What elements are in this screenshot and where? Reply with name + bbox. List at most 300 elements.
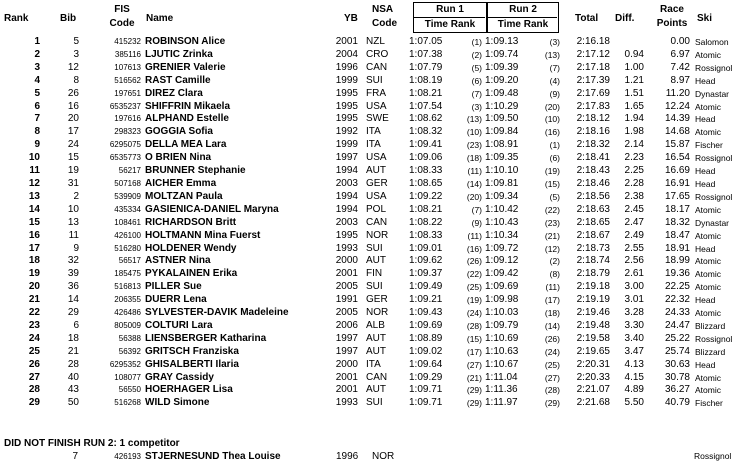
run1-time-cell: 1:08.21 [409, 87, 443, 99]
table-row [0, 333, 739, 346]
rank-cell: 16 [28, 229, 40, 241]
rank-cell: 20 [28, 281, 40, 293]
diff-cell: 3.30 [624, 319, 644, 331]
athlete-name-cell: AICHER Emma [145, 177, 217, 189]
run1-time-cell: 1:09.43 [409, 307, 443, 319]
rank-cell: 28 [28, 384, 40, 396]
run2-rank-cell: (21) [544, 230, 560, 241]
run1-rank-cell: (5) [471, 62, 482, 73]
total-time-cell: 2:18.79 [576, 268, 610, 280]
bib-cell: 15 [67, 152, 79, 164]
birth-year-cell: 1991 [335, 294, 358, 306]
diff-cell: 2.23 [624, 152, 644, 164]
run2-rank-cell: (9) [549, 88, 560, 99]
nation-cell: USA [366, 190, 387, 202]
nation-cell: SWE [366, 113, 389, 125]
run1-rank-cell: (16) [466, 243, 482, 254]
nation-cell: CAN [366, 61, 388, 73]
run2-time-cell: 1:10.43 [485, 216, 519, 228]
run1-rank-cell: (13) [466, 114, 482, 125]
run2-rank-cell: (29) [544, 398, 560, 409]
athlete-name-cell: GRENIER Valerie [145, 61, 226, 73]
run2-time-cell: 1:10.67 [485, 358, 519, 370]
run1-time-cell: 1:09.71 [409, 384, 443, 396]
fis-code-cell: 426100 [114, 230, 141, 240]
nation-cell: FIN [366, 268, 383, 280]
total-time-cell: 2:17.12 [576, 48, 610, 60]
run1-time-cell: 1:09.21 [409, 294, 443, 306]
table-row [0, 178, 739, 191]
run1-time-cell: 1:08.89 [409, 332, 443, 344]
nation-cell: ITA [366, 358, 381, 370]
run1-time-cell: 1:07.38 [409, 48, 443, 60]
diff-cell: 2.61 [624, 268, 644, 280]
athlete-name-cell: ALPHAND Estelle [145, 113, 229, 125]
fis-code-cell: 6295075 [109, 140, 141, 150]
total-time-cell: 2:18.46 [576, 177, 610, 189]
table-row [0, 62, 739, 75]
ski-brand-cell: Fischer [695, 140, 723, 151]
diff-cell: 1.21 [624, 74, 644, 86]
run2-time-cell: 1:09.79 [485, 319, 519, 331]
ski-brand-cell: Atomic [695, 204, 721, 215]
nation-cell: AUT [366, 332, 386, 344]
nation-cell: AUT [366, 165, 386, 177]
total-time-cell: 2:21.07 [576, 384, 610, 396]
table-row [0, 281, 739, 294]
nation-cell: USA [366, 100, 387, 112]
rank-cell: 27 [28, 371, 40, 383]
header-nsa-line1: NSA [372, 4, 394, 15]
run1-rank-cell: (19) [466, 295, 482, 306]
rank-cell: 24 [28, 332, 40, 344]
table-row [0, 359, 739, 372]
run1-rank-cell: (24) [466, 308, 482, 319]
run2-rank-cell: (23) [544, 217, 560, 228]
rank-cell: 12 [28, 177, 40, 189]
run2-rank-cell: (8) [549, 269, 560, 280]
header-bib: Bib [60, 13, 77, 24]
race-points-cell: 30.78 [664, 371, 690, 383]
athlete-name-cell: GHISALBERTI Ilaria [145, 358, 239, 370]
bib-cell: 12 [67, 61, 79, 73]
total-time-cell: 2:18.16 [576, 126, 610, 138]
run1-time-cell: 1:07.79 [409, 61, 443, 73]
total-time-cell: 2:17.69 [576, 87, 610, 99]
bib-cell: 11 [68, 229, 79, 241]
ski-brand-cell: Head [695, 178, 716, 189]
run1-time-cell: 1:08.33 [409, 229, 443, 241]
nation-cell: USA [366, 152, 387, 164]
total-time-cell: 2:18.73 [576, 242, 610, 254]
run1-rank-cell: (10) [466, 127, 482, 138]
table-row [0, 88, 739, 101]
run1-rank-cell: (1) [471, 37, 482, 47]
race-points-cell: 16.69 [664, 165, 690, 177]
race-points-cell: 25.74 [664, 345, 690, 357]
diff-cell: 2.14 [624, 139, 644, 151]
run2-time-cell: 1:09.13 [485, 36, 519, 47]
run2-rank-cell: (7) [549, 62, 560, 73]
athlete-name-cell: O BRIEN Nina [145, 152, 212, 164]
run2-rank-cell: (15) [544, 178, 560, 189]
dnf-section-title: DID NOT FINISH RUN 2: 1 competitor [4, 438, 180, 449]
diff-cell: 1.51 [624, 87, 644, 99]
race-points-cell: 24.33 [664, 307, 690, 319]
ski-brand-cell: Atomic [695, 385, 721, 396]
nation-cell: AUT [366, 384, 386, 396]
run2-time-cell: 1:09.34 [485, 190, 519, 202]
header-fis-line2: Code [109, 18, 135, 29]
nation-cell: NOR [366, 307, 389, 319]
run1-time-cell: 1:08.19 [409, 74, 443, 86]
birth-year-cell: 1994 [335, 190, 358, 202]
athlete-name-cell: SHIFFRIN Mikaela [145, 100, 231, 112]
athlete-name-cell: GRAY Cassidy [145, 371, 214, 383]
run1-time-cell: 1:09.69 [409, 319, 443, 331]
diff-cell: 1.98 [624, 126, 644, 138]
run2-time-cell: 1:09.69 [485, 281, 519, 293]
birth-year-cell: 1995 [335, 113, 358, 125]
birth-year-cell: 2001 [335, 371, 358, 383]
run1-rank-cell: (20) [466, 191, 482, 202]
fis-code-cell: 507168 [114, 178, 141, 188]
diff-cell: 4.15 [624, 371, 644, 383]
run1-time-cell: 1:08.21 [409, 203, 443, 215]
diff-cell: 2.25 [624, 165, 644, 177]
fis-code-cell: 6535237 [109, 101, 141, 111]
table-row [0, 204, 739, 217]
diff-cell: 1.65 [624, 100, 644, 112]
fis-code-cell: 108461 [114, 217, 141, 227]
rank-cell: 8 [34, 126, 40, 138]
total-time-cell: 2:18.65 [576, 216, 610, 228]
rank-cell: 22 [28, 307, 40, 319]
rank-cell: 21 [28, 294, 40, 306]
bib-cell: 18 [67, 332, 79, 344]
bib-cell: 20 [67, 113, 79, 125]
header-rank: Rank [4, 13, 29, 24]
run2-time-cell: 1:09.74 [485, 48, 519, 60]
birth-year-cell: 2000 [335, 358, 358, 370]
ski-brand-cell: Blizzard [695, 346, 726, 357]
run2-rank-cell: (1) [549, 140, 560, 151]
race-points-cell: 19.36 [664, 268, 690, 280]
fis-code-cell: 56388 [118, 333, 141, 343]
bib-cell: 2 [73, 190, 79, 202]
bib-cell: 50 [67, 397, 79, 409]
birth-year-cell: 1995 [335, 100, 358, 112]
run2-time-cell: 1:09.98 [485, 294, 519, 306]
birth-year-cell: 2006 [335, 319, 358, 331]
run1-time-cell: 1:07.05 [409, 36, 443, 47]
run2-time-cell: 1:10.63 [485, 345, 519, 357]
run1-rank-cell: (11) [467, 166, 482, 177]
rank-cell: 18 [28, 255, 40, 267]
athlete-name-cell: DIREZ Clara [145, 87, 203, 99]
nation-cell: ITA [366, 139, 381, 151]
rank-cell: 15 [28, 216, 40, 228]
rank-cell: 25 [28, 345, 40, 357]
athlete-name-cell: SYLVESTER-DAVIK Madeleine [145, 307, 289, 319]
birth-year-cell: 1997 [335, 345, 358, 357]
birth-year-cell: 1999 [335, 139, 358, 151]
bib-cell: 8 [73, 74, 79, 86]
race-points-cell: 18.99 [664, 255, 690, 267]
header-race-points-line1: Race [660, 4, 684, 15]
nation-cell: POL [366, 203, 387, 215]
header-ski: Ski [697, 13, 713, 24]
ski-brand-cell: Atomic [695, 101, 721, 112]
fis-code-cell: 516813 [114, 282, 141, 292]
race-points-cell: 22.32 [664, 294, 690, 306]
run1-rank-cell: (18) [466, 153, 482, 164]
run2-time-cell: 1:09.20 [485, 74, 519, 86]
total-time-cell: 2:18.56 [576, 190, 610, 202]
athlete-name-cell: HOERHAGER Lisa [145, 384, 233, 396]
athlete-name-cell: LIENSBERGER Katharina [145, 332, 267, 344]
fis-code-cell: 516562 [114, 75, 141, 85]
table-row [0, 191, 739, 204]
race-points-cell: 16.54 [664, 152, 690, 164]
athlete-name-cell: DELLA MEA Lara [145, 139, 227, 151]
run2-time-cell: 1:09.48 [485, 87, 519, 99]
athlete-name-cell: ASTNER Nina [145, 255, 211, 267]
run2-time-cell: 1:08.91 [485, 139, 519, 151]
table-row [0, 113, 739, 126]
athlete-name-cell: RAST Camille [145, 74, 211, 86]
header-diff: Diff. [615, 13, 635, 24]
athlete-name-cell: HOLDENER Wendy [145, 242, 237, 254]
header-run2: Run 2 [509, 4, 537, 15]
diff-cell: 2.56 [624, 255, 644, 267]
bib-cell: 13 [67, 216, 79, 228]
run1-rank-cell: (29) [466, 398, 482, 409]
athlete-name-cell: DUERR Lena [145, 294, 207, 306]
race-points-cell: 17.65 [664, 190, 690, 202]
race-points-cell: 7.42 [670, 61, 690, 73]
run1-rank-cell: (21) [466, 372, 482, 383]
run2-rank-cell: (18) [544, 308, 560, 319]
nation-cell: FRA [366, 87, 386, 99]
table-row [0, 75, 739, 88]
rank-cell: 9 [34, 139, 40, 151]
bib-cell: 5 [73, 36, 79, 47]
run1-time-cell: 1:09.02 [409, 345, 443, 357]
results-table [0, 36, 739, 410]
total-time-cell: 2:17.18 [576, 61, 610, 73]
bib-cell: 29 [67, 307, 79, 319]
athlete-name-cell: WILD Simone [145, 397, 210, 409]
run1-rank-cell: (2) [471, 49, 482, 60]
athlete-name-cell: ROBINSON Alice [145, 36, 226, 47]
header-name: Name [146, 13, 174, 24]
run1-time-cell: 1:09.22 [409, 190, 443, 202]
rank-cell: 13 [28, 190, 40, 202]
race-points-cell: 18.17 [664, 203, 690, 215]
total-time-cell: 2:20.33 [576, 371, 610, 383]
total-time-cell: 2:19.19 [576, 294, 610, 306]
dnf-nsa: NOR [372, 451, 395, 462]
table-row [0, 243, 739, 256]
race-points-cell: 14.39 [664, 113, 690, 125]
diff-cell [610, 36, 644, 49]
bib-cell: 24 [67, 139, 79, 151]
bib-cell: 3 [73, 48, 79, 60]
race-points-cell: 40.79 [664, 397, 690, 409]
run1-time-cell: 1:09.49 [409, 281, 443, 293]
run2-time-cell: 1:09.39 [485, 61, 519, 73]
run1-time-cell: 1:09.41 [409, 139, 443, 151]
run2-rank-cell: (12) [544, 243, 560, 254]
dnf-ski: Rossignol [694, 451, 732, 461]
run2-rank-cell: (24) [544, 346, 560, 357]
bib-cell: 28 [67, 358, 79, 370]
table-row [0, 139, 739, 152]
rank-cell: 11 [29, 165, 40, 177]
run2-time-cell: 1:11.36 [485, 384, 518, 396]
fis-code-cell: 56550 [118, 385, 141, 395]
birth-year-cell: 2001 [335, 268, 358, 280]
run1-time-cell: 1:08.65 [409, 177, 443, 189]
run2-time-cell: 1:11.97 [485, 397, 518, 409]
race-points-cell: 11.20 [665, 87, 690, 99]
run1-time-cell: 1:07.54 [409, 100, 443, 112]
ski-brand-cell: Head [695, 243, 716, 254]
header-total: Total [575, 13, 599, 24]
bib-cell: 17 [67, 126, 79, 138]
fis-code-cell: 805009 [114, 320, 141, 330]
birth-year-cell: 2003 [335, 216, 358, 228]
athlete-name-cell: HOLTMANN Mina Fuerst [145, 229, 261, 241]
fis-code-cell: 298323 [114, 127, 141, 137]
run1-rank-cell: (3) [471, 101, 482, 112]
header-yb: YB [344, 13, 358, 24]
run2-time-cell: 1:10.42 [485, 203, 519, 215]
table-row [0, 101, 739, 114]
athlete-name-cell: PILLER Sue [145, 281, 202, 293]
run2-rank-cell: (27) [544, 372, 560, 383]
total-time-cell: 2:20.31 [576, 358, 610, 370]
ski-brand-cell: Atomic [695, 269, 721, 280]
birth-year-cell: 2001 [335, 384, 358, 396]
fis-code-cell: 539909 [114, 191, 141, 201]
nation-cell: CAN [366, 216, 388, 228]
race-points-cell: 16.91 [664, 177, 690, 189]
bib-cell: 19 [67, 165, 79, 177]
diff-cell: 3.47 [624, 345, 644, 357]
total-time-cell: 2:16.18 [576, 36, 610, 47]
table-row [0, 126, 739, 139]
run2-time-cell: 1:10.69 [485, 332, 519, 344]
run2-time-cell: 1:10.03 [485, 307, 519, 319]
header-run2-time-rank: Time Rank [497, 19, 549, 30]
table-row [0, 36, 739, 49]
bib-cell: 32 [67, 255, 79, 267]
run1-time-cell: 1:09.01 [409, 242, 443, 254]
run1-rank-cell: (25) [466, 282, 482, 293]
table-row [0, 320, 739, 333]
run1-rank-cell: (15) [466, 333, 482, 344]
birth-year-cell: 1997 [335, 332, 358, 344]
table-row [0, 307, 739, 320]
fis-code-cell: 435334 [114, 204, 141, 214]
total-time-cell: 2:18.74 [576, 255, 610, 267]
fis-code-cell: 56217 [118, 166, 141, 176]
nation-cell: SUI [366, 281, 383, 293]
dnf-fis-code: 426193 [114, 452, 141, 461]
header-nsa-line2: Code [372, 18, 397, 29]
nation-cell: NOR [366, 229, 389, 241]
race-points-cell: 15.87 [664, 139, 690, 151]
bib-cell: 31 [67, 177, 79, 189]
nation-cell: SUI [366, 242, 383, 254]
bib-cell: 9 [73, 242, 79, 254]
rank-cell: 6 [34, 100, 40, 112]
nation-cell: ALB [366, 319, 385, 331]
dnf-name: STJERNESUND Thea Louise [145, 451, 281, 462]
ski-brand-cell: Rossignol [695, 153, 733, 164]
run2-rank-cell: (22) [544, 204, 560, 215]
race-points-cell: 18.32 [664, 216, 690, 228]
fis-code-cell: 6535773 [109, 153, 141, 163]
diff-cell: 1.00 [624, 61, 644, 73]
fis-code-cell: 108077 [114, 372, 141, 382]
run1-time-cell: 1:09.29 [409, 371, 443, 383]
athlete-name-cell: COLTURI Lara [145, 319, 213, 331]
run1-rank-cell: (11) [467, 230, 482, 241]
run2-time-cell: 1:09.42 [485, 268, 519, 280]
diff-cell: 2.55 [624, 242, 644, 254]
ski-brand-cell: Atomic [695, 282, 721, 293]
total-time-cell: 2:19.46 [576, 307, 610, 319]
ski-brand-cell: Head [695, 166, 716, 177]
diff-cell: 4.89 [624, 384, 644, 396]
race-points-cell: 18.91 [664, 242, 690, 254]
rank-cell: 26 [28, 358, 40, 370]
ski-brand-cell: Dynastar [695, 88, 730, 99]
bib-cell: 36 [67, 281, 79, 293]
diff-cell: 2.49 [624, 229, 644, 241]
race-points-cell: 36.27 [664, 384, 690, 396]
race-points-cell: 22.25 [664, 281, 690, 293]
fis-code-cell: 6295352 [109, 359, 141, 369]
run2-header-divider [487, 17, 557, 18]
ski-brand-cell: Atomic [695, 127, 721, 138]
nation-cell: AUT [366, 255, 386, 267]
athlete-name-cell: GRITSCH Franziska [145, 345, 239, 357]
total-time-cell: 2:17.39 [576, 74, 610, 86]
run1-time-cell: 1:09.62 [409, 255, 443, 267]
race-points-cell: 14.68 [664, 126, 690, 138]
total-time-cell: 2:17.83 [576, 100, 610, 112]
total-time-cell: 2:19.18 [576, 281, 610, 293]
race-points-cell: 24.47 [664, 319, 690, 331]
run1-time-cell: 1:09.06 [409, 152, 443, 164]
fis-code-cell: 107613 [114, 62, 141, 72]
athlete-name-cell: GOGGIA Sofia [145, 126, 213, 138]
diff-cell: 3.01 [624, 294, 644, 306]
fis-code-cell: 197616 [114, 114, 141, 124]
run2-time-cell: 1:10.10 [485, 165, 519, 177]
run2-time-cell: 1:10.29 [485, 100, 519, 112]
run2-time-cell: 1:09.35 [485, 152, 519, 164]
ski-brand-cell: Rossignol [695, 191, 733, 202]
nation-cell: AUT [366, 345, 386, 357]
race-points-cell: 8.97 [670, 74, 690, 86]
race-points-cell: 25.22 [664, 332, 690, 344]
run2-rank-cell: (5) [549, 191, 560, 202]
